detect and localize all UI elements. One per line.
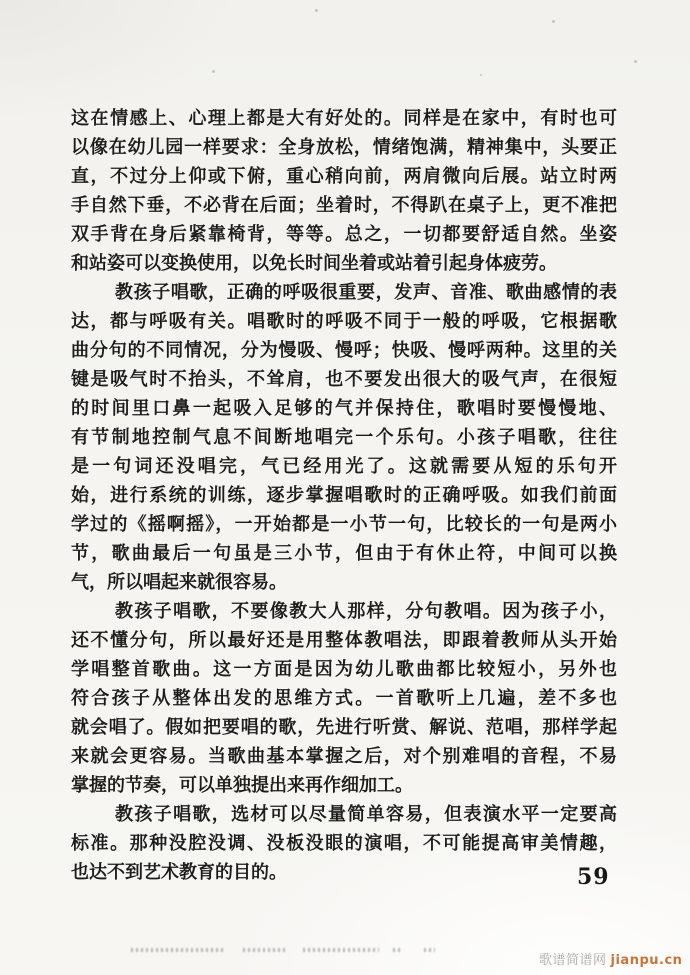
scan-speck [315, 9, 318, 12]
smudge-segment [393, 948, 402, 952]
watermark-site-url: jianpu.cn [610, 953, 683, 968]
page-number: 59 [577, 864, 610, 890]
text-line: 还不懂分句，所以最好还是用整体教唱法，即跟着教师从头开始 [71, 630, 617, 651]
text-line: 的时间里口鼻一起吸入足够的气并保持住，歌唱时要慢慢地、 [71, 398, 617, 419]
paragraph [71, 800, 617, 887]
watermark-site-name: 歌谱简谱网 [539, 953, 607, 968]
text-line: 符合孩子从整体出发的思维方式。一首歌听上几遍，差不多也 [71, 688, 617, 709]
smudge-segment [303, 948, 379, 952]
text-line: 教孩子唱歌，正确的呼吸很重要，发声、音准、歌曲感情的表 [115, 282, 617, 303]
text-line: 双手背在身后紧靠椅背，等等。总之，一切都要舒适自然。坐姿 [71, 224, 617, 245]
smudge-segment [131, 948, 223, 952]
text-line: 掌握的节奏，可以单独提出来再作细加工。 [71, 775, 413, 796]
text-line: 以像在幼儿园一样要求：全身放松，情绪饱满，精神集中，头要正 [71, 137, 617, 158]
text-line: 教孩子唱歌，选材可以尽量简单容易，但表演水平一定要高 [115, 804, 617, 825]
scan-speck [634, 60, 637, 63]
text-line: 达，都与呼吸有关。唱歌时的呼吸不同于一般的呼吸，它根据歌 [71, 311, 617, 332]
text-line: 来就会更容易。当歌曲基本掌握之后，对个别难唱的音程，不易 [71, 746, 617, 767]
text-line: 气，所以唱起来就很容易。 [71, 572, 287, 593]
watermark [539, 949, 682, 968]
body-text [71, 104, 617, 887]
text-line: 直，不过分上仰或下俯，重心稍向前，两肩微向后展。站立时两 [71, 166, 617, 187]
text-line: 也达不到艺术教育的目的。 [71, 862, 287, 883]
paragraph [71, 597, 617, 800]
text-line: 这在情感上、心理上都是大有好处的。同样是在家中，有时也可 [71, 108, 617, 129]
scan-speck [552, 20, 555, 23]
scan-speck [480, 74, 482, 76]
text-line: 学唱整首歌曲。这一方面是因为幼儿歌曲都比较短小，另外也 [71, 659, 617, 680]
text-line: 是一句词还没唱完，气已经用光了。这就需要从短的乐句开 [71, 456, 617, 477]
text-line: 教孩子唱歌，不要像教大人那样，分句教唱。因为孩子小， [115, 601, 617, 622]
paragraph [71, 104, 617, 278]
smudge-segment [424, 948, 435, 952]
text-line: 始，进行系统的训练，逐步掌握唱歌时的正确呼吸。如我们前面 [71, 485, 617, 506]
text-line: 有节制地控制气息不间断地唱完一个乐句。小孩子唱歌，往往 [71, 427, 617, 448]
text-line: 标准。那种没腔没调、没板没眼的演唱，不可能提高审美情趣， [71, 833, 617, 854]
smudge-segment [243, 948, 287, 952]
text-line: 学过的《摇啊摇》，一开始都是一小节一句，比较长的一句是两小 [71, 514, 617, 535]
text-line: 就会唱了。假如把要唱的歌，先进行听赏、解说、范唱，那样学起 [71, 717, 617, 738]
paragraph [71, 278, 617, 597]
text-line: 手自然下垂，不必背在后面；坐着时，不得趴在桌子上，更不准把 [71, 195, 617, 216]
text-line: 键是吸气时不抬头，不耸肩，也不要发出很大的吸气声，在很短 [71, 369, 617, 390]
text-line: 节，歌曲最后一句虽是三小节，但由于有休止符，中间可以换 [71, 543, 617, 564]
text-line: 曲分句的不同情况，分为慢吸、慢呼；快吸、慢呼两种。这里的关 [71, 340, 617, 361]
bleedthrough-artifact [131, 946, 435, 953]
text-line: 和站姿可以变换使用，以免长时间坐着或站着引起身体疲劳。 [71, 253, 557, 274]
scan-speck [212, 70, 215, 73]
